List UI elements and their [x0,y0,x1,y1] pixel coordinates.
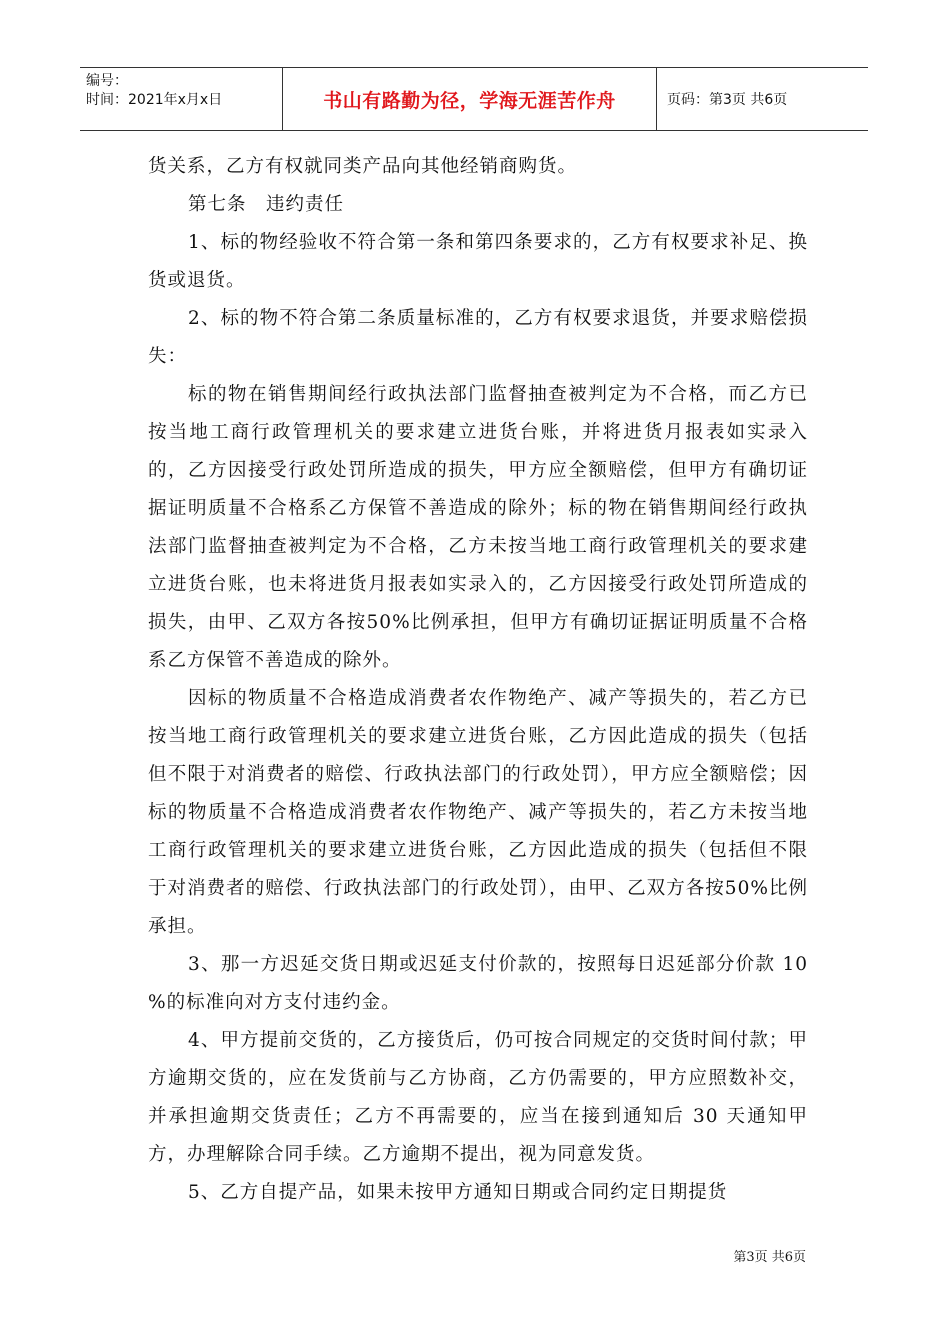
paragraph: 1、标的物经验收不符合第一条和第四条要求的，乙方有权要求补足、换货或退货。 [148,232,808,291]
document-body [148,148,808,1212]
document-date-label: 时间：2021年x月x日 [86,92,223,108]
paragraph: 5、乙方自提产品，如果未按甲方通知日期或合同约定日期提货 [188,1182,728,1203]
paragraph: 3、那一方迟延交货日期或迟延支付价款的，按照每日迟延部分价款 10 %的标准向对方支付违约金。 [148,954,808,1013]
paragraph: 2、标的物不符合第二条质量标准的，乙方有权要求退货，并要求赔偿损失： [148,308,808,367]
paragraph: 因标的物质量不合格造成消费者农作物绝产、减产等损失的，若乙方已按当地工商行政管理机关的要求建立进货台账，乙方因此造成的损失（包括但不限于对消费者的赔偿、行政执法部门的行政处罚），甲方应全额赔偿；因标的物质量不合格造成消费者农作物绝产、减产等损失的，若乙方未按当地工商行政管理机关的要求建立进货台账，乙方因此造成的损失（包括但不限于对消费者的赔偿、行政执法部门的行政处罚），由甲、乙双方各按50%比例承担。 [148,688,808,937]
document-number-label: 编号： [86,73,128,89]
paragraph: 标的物在销售期间经行政执法部门监督抽查被判定为不合格，而乙方已按当地工商行政管理机关的要求建立进货台账，并将进货月报表如实录入的，乙方因接受行政处罚所造成的损失，甲方应全额赔偿，但甲方有确切证据证明质量不合格系乙方保管不善造成的除外；标的物在销售期间经行政执法部门监督抽查被判定为不合格，乙方未按当地工商行政管理机关的要求建立进货台账，也未将进货月报表如实录入的，乙方因接受行政处罚所造成的损失，由甲、乙双方各按50%比例承担，但甲方有确切证据证明质量不合格系乙方保管不善造成的除外。 [148,384,808,671]
header-motto: 书山有路勤为径，学海无涯苦作舟 [283,68,657,130]
paragraph: 货关系，乙方有权就同类产品向其他经销商购货。 [148,156,578,177]
article-heading: 第七条 违约责任 [188,194,345,215]
header-meta-cell [80,68,283,130]
page-header [80,67,868,131]
page-footer: 第3页 共6页 [733,1250,806,1265]
paragraph: 4、甲方提前交货的，乙方接货后，仍可按合同规定的交货时间付款；甲方逾期交货的，应在发货前与乙方协商，乙方仍需要的，甲方应照数补交，并承担逾期交货责任；乙方不再需要的，应当在接到通知后 30 天通知甲方，办理解除合同手续。乙方逾期不提出，视为同意发货。 [148,1030,808,1165]
header-page-info: 页码：第3页 共6页 [667,92,788,108]
